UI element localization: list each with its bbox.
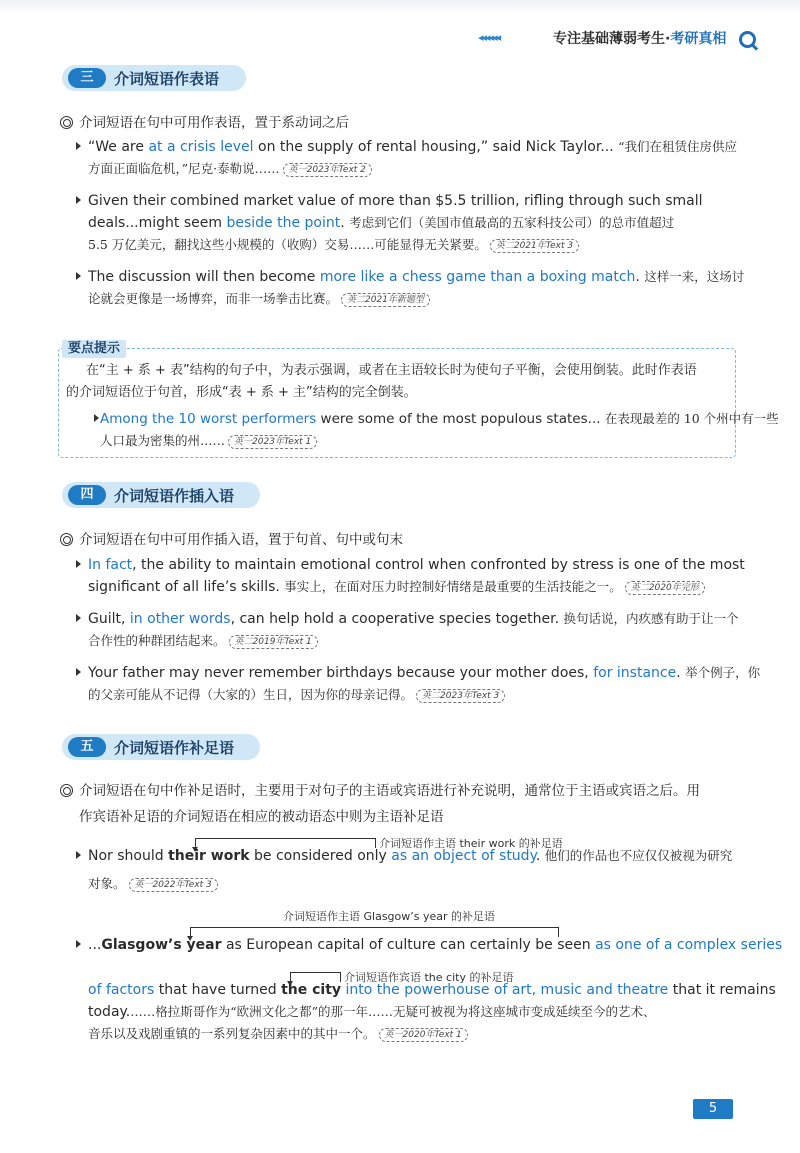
source-tag: 英二2020年完形 xyxy=(625,581,705,595)
section-label: 介词短语作表语 xyxy=(114,70,220,88)
source-tag: 英二2023年Text 3 xyxy=(416,689,505,703)
triangle-bullet-icon xyxy=(76,560,81,568)
example-item: ...Glasgow’s year as European capital of culture can certainly be seen as one of a complex series xyxy=(76,934,736,956)
header-fade xyxy=(0,0,800,14)
annotation-bracket xyxy=(190,927,558,928)
tip-label: 要点提示 xyxy=(62,340,126,358)
triangle-bullet-icon xyxy=(76,614,81,622)
page-header xyxy=(0,0,800,60)
source-tag: 英二2021年Text 3 xyxy=(490,239,579,253)
source-tag: 英一2023年Text 1 xyxy=(228,435,317,449)
example-item: Given their combined market value of more than $5.5 trillion, rifling through such small deals...might seem beside the point. 考虑到它们（美国市值最高的五家科技公司）的总市值超过 5.5 万亿美元，翻找这些小规模的（收购）交易……可能显得无关紧要。 英二2021年Text 3 xyxy=(76,190,736,256)
section-three-rule: 介词短语在句中可用作表语，置于系动词之后 xyxy=(60,111,349,131)
source-tag: 英一2022年Text 3 xyxy=(129,878,218,892)
section-label: 介词短语作补足语 xyxy=(114,739,235,757)
circle-bullet-icon xyxy=(60,784,73,797)
annotation-bracket xyxy=(195,838,375,839)
example-item: Your father may never remember birthdays because your mother does, for instance. 举个例子，你 的父亲可能从不记得（大家的）生日，因为你的母亲记得。 英二2023年Text 3 xyxy=(76,662,736,706)
header-title-part1: 专注基础薄弱考生· xyxy=(553,31,671,47)
tip-line-2: 的介词短语位于句首，形成“表 + 系 + 主”结构的完全倒装。 xyxy=(66,385,417,400)
source-tag: 英一2023年Text 2 xyxy=(283,163,372,177)
section-five-rule-2: 作宾语补足语的介词短语在相应的被动语态中则为主语补足语 xyxy=(79,809,444,825)
triangle-bullet-icon xyxy=(76,142,81,150)
triangle-bullet-icon xyxy=(76,668,81,676)
circle-bullet-icon xyxy=(60,533,73,546)
triangle-bullet-icon xyxy=(76,196,81,204)
example-item: Guilt, in other words, can help hold a cooperative species together. 换句话说，内疚感有助于让一个 合作性的种群团结起来。 英二2019年Text 1 xyxy=(76,608,736,652)
section-label: 介词短语作插入语 xyxy=(114,487,235,505)
triangle-bullet-icon xyxy=(76,940,81,948)
tip-line-1: 在“主 + 系 + 表”结构的句子中，为表示强调，或者在主语较长时为使句子平衡，会使用倒装。此时作表语 xyxy=(86,363,697,378)
example-item: The discussion will then become more like a chess game than a boxing match. 这样一来，这场讨 论就会更像是一场博弈，而非一场拳击比赛。 英二2021年新题型 xyxy=(76,266,736,310)
section-number: 四 xyxy=(68,485,106,505)
header-title-part2: 考研真相 xyxy=(670,31,727,47)
example-item: “We are at a crisis level on the supply of rental housing,” said Nick Taylor... “我们在租赁住房供应 方面正面临危机，”尼克·泰勒说…… 英一2023年Text 2 xyxy=(76,136,736,180)
annotation-label: 介词短语作宾语 the city 的补足语 xyxy=(344,971,514,984)
arrows-icon: ◂◂◂◂◂◂ xyxy=(478,31,500,44)
triangle-bullet-icon xyxy=(76,272,81,280)
annotation-label: 介词短语作主语 their work 的补足语 xyxy=(379,837,563,850)
section-five-rule-1: 介词短语在句中作补足语时，主要用于对句子的主语或宾语进行补充说明，通常位于主语或宾语之后。用 xyxy=(60,779,700,799)
section-number: 三 xyxy=(68,68,106,88)
example-item: In fact, the ability to maintain emotional control when confronted by stress is one of the most significant of all life’s skills. 事实上，在面对压力时控制好情绪是最重要的生活技能之一。 英二2020年完形 xyxy=(76,554,736,598)
header-title xyxy=(553,28,726,48)
section-four-rule: 介词短语在句中可用作插入语，置于句首、句中或句末 xyxy=(60,528,403,548)
section-number: 五 xyxy=(68,737,106,757)
source-tag: 英一2020年Text 1 xyxy=(379,1028,468,1042)
source-tag: 英二2021年新题型 xyxy=(341,293,430,307)
tip-example: Among the 10 worst performers were some of the most populous states... 在表现最差的 10 个州中有一些 人口最为密集的州…… 英一2023年Text 1 xyxy=(94,408,734,452)
example-item: Nor should their work be considered only as an object of study. 他们的作品也不应仅仅被视为研究 对象。 英一2022年Text 3 xyxy=(76,845,736,895)
example-item-continued: of factors that have turned the city into the powerhouse of art, music and theatre that it remains today.……格拉斯哥作为“欧洲文化之都”的那一年……无疑可被视为将这座城市变成延续至今的艺术、 音乐以及戏剧重镇的一系列复杂因素中的其中一个。 英一2020年Text 1 xyxy=(88,982,776,1041)
triangle-bullet-icon xyxy=(94,414,99,422)
search-icon[interactable] xyxy=(739,31,756,48)
circle-bullet-icon xyxy=(60,116,73,129)
triangle-bullet-icon xyxy=(76,851,81,859)
page-number: 5 xyxy=(693,1099,733,1119)
annotation-bracket xyxy=(290,972,340,973)
annotation-label: 介词短语作主语 Glasgow’s year 的补足语 xyxy=(283,910,496,923)
source-tag: 英二2019年Text 1 xyxy=(229,635,318,649)
